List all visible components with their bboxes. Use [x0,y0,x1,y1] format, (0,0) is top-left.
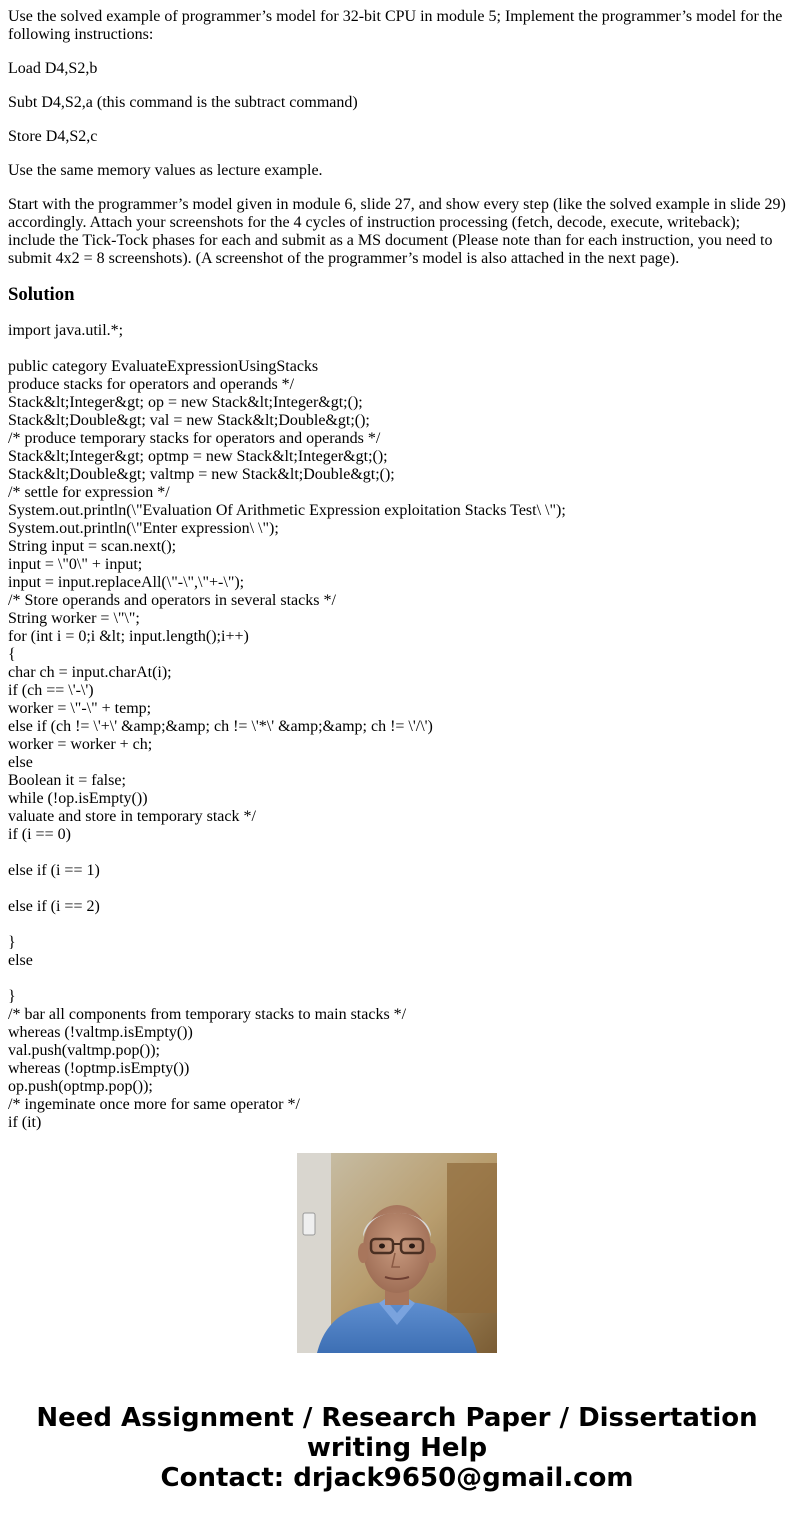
code-line: Stack&lt;Double&gt; valtmp = new Stack&lt;Double&gt;(); [8,466,395,483]
code-line [8,880,788,898]
code-line: } [8,934,16,951]
code-line: worker = \"-\" + temp; [8,700,152,717]
code-line [8,916,788,934]
code-line: /* bar all components from temporary stacks to main stacks */ [8,1006,407,1023]
code-line: op.push(optmp.pop()); [8,1078,153,1095]
code-line: String input = scan.next(); [8,538,177,555]
code-line: val.push(valtmp.pop()); [8,1042,160,1059]
code-line: Stack&lt;Double&gt; val = new Stack&lt;Double&gt;(); [8,412,370,429]
code-line: if (i == 0) [8,826,71,843]
question-details: Start with the programmer’s model given in module 6, slide 27, and show every step (like the solved example in slide 29) accordingly. Attach your screenshots for the 4 cycles of instruction processing (fetch, decode, execute, writeback); include the Tick-Tock phases for each and submit as a MS document (Please note than for each instruction, you need to submit 4x2 = 8 screenshots). (A screenshot of the programmer’s model is also attached in the next page). [8,196,786,267]
solution-code [8,322,788,1131]
code-line: /* settle for expression */ [8,484,170,501]
code-line: /* ingeminate once more for same operator */ [8,1096,300,1113]
code-line: Stack&lt;Integer&gt; op = new Stack&lt;Integer&gt;(); [8,394,363,411]
code-line: System.out.println(\"Enter expression\ \"); [8,520,279,537]
code-line: import java.util.*; [8,322,124,339]
code-line: /* produce temporary stacks for operators and operands */ [8,430,381,447]
question-section [8,8,788,268]
question-intro: Use the solved example of programmer’s model for 32-bit CPU in module 5; Implement the programmer’s model for the following instructions: [8,8,783,43]
code-line: if (it) [8,1114,42,1131]
promo-footer [0,1403,794,1493]
code-line: } [8,988,16,1005]
code-line: System.out.println(\"Evaluation Of Arithmetic Expression exploitation Stacks Test\ \"); [8,502,566,519]
memory-note: Use the same memory values as lecture example. [8,162,323,179]
code-line: String worker = \"\"; [8,610,140,627]
instruction-store: Store D4,S2,c [8,128,98,145]
code-line: else if (ch != \'+\' &amp;&amp; ch != \'*\' &amp;&amp; ch != \'/\') [8,718,433,735]
code-line: Boolean it = false; [8,772,126,789]
code-line: input = input.replaceAll(\"-\",\"+-\"); [8,574,245,591]
code-line: input = \"0\" + input; [8,556,143,573]
code-line [8,340,788,358]
instruction-subt: Subt D4,S2,a (this command is the subtract command) [8,94,358,111]
code-line: Stack&lt;Integer&gt; optmp = new Stack&lt;Integer&gt;(); [8,448,388,465]
tutor-photo [297,1153,497,1353]
contact-email: Contact: drjack9650@gmail.com [160,1463,634,1493]
instruction-load: Load D4,S2,b [8,60,98,77]
code-line: else [8,952,33,969]
document-body [8,8,788,1131]
code-line: char ch = input.charAt(i); [8,664,172,681]
code-line: produce stacks for operators and operands */ [8,376,295,393]
code-line: for (int i = 0;i &lt; input.length();i++) [8,628,249,645]
code-line: else if (i == 1) [8,862,100,879]
code-line: { [8,646,16,663]
code-line: while (!op.isEmpty()) [8,790,148,807]
code-line [8,970,788,988]
solution-heading: Solution [8,284,75,305]
code-line: worker = worker + ch; [8,736,153,753]
code-lines-container [8,322,788,1132]
code-line [8,844,788,862]
code-line: whereas (!valtmp.isEmpty()) [8,1024,193,1041]
code-line: else [8,754,33,771]
code-line: /* Store operands and operators in several stacks */ [8,592,336,609]
code-line: else if (i == 2) [8,898,100,915]
promo-line-1: Need Assignment / Research Paper / Dissertation [36,1403,758,1433]
code-line: valuate and store in temporary stack */ [8,808,256,825]
promo-line-2: writing Help [306,1433,488,1463]
code-line: if (ch == \'-\') [8,682,94,699]
code-line: whereas (!optmp.isEmpty()) [8,1060,190,1077]
code-line: public category EvaluateExpressionUsingStacks [8,358,319,375]
